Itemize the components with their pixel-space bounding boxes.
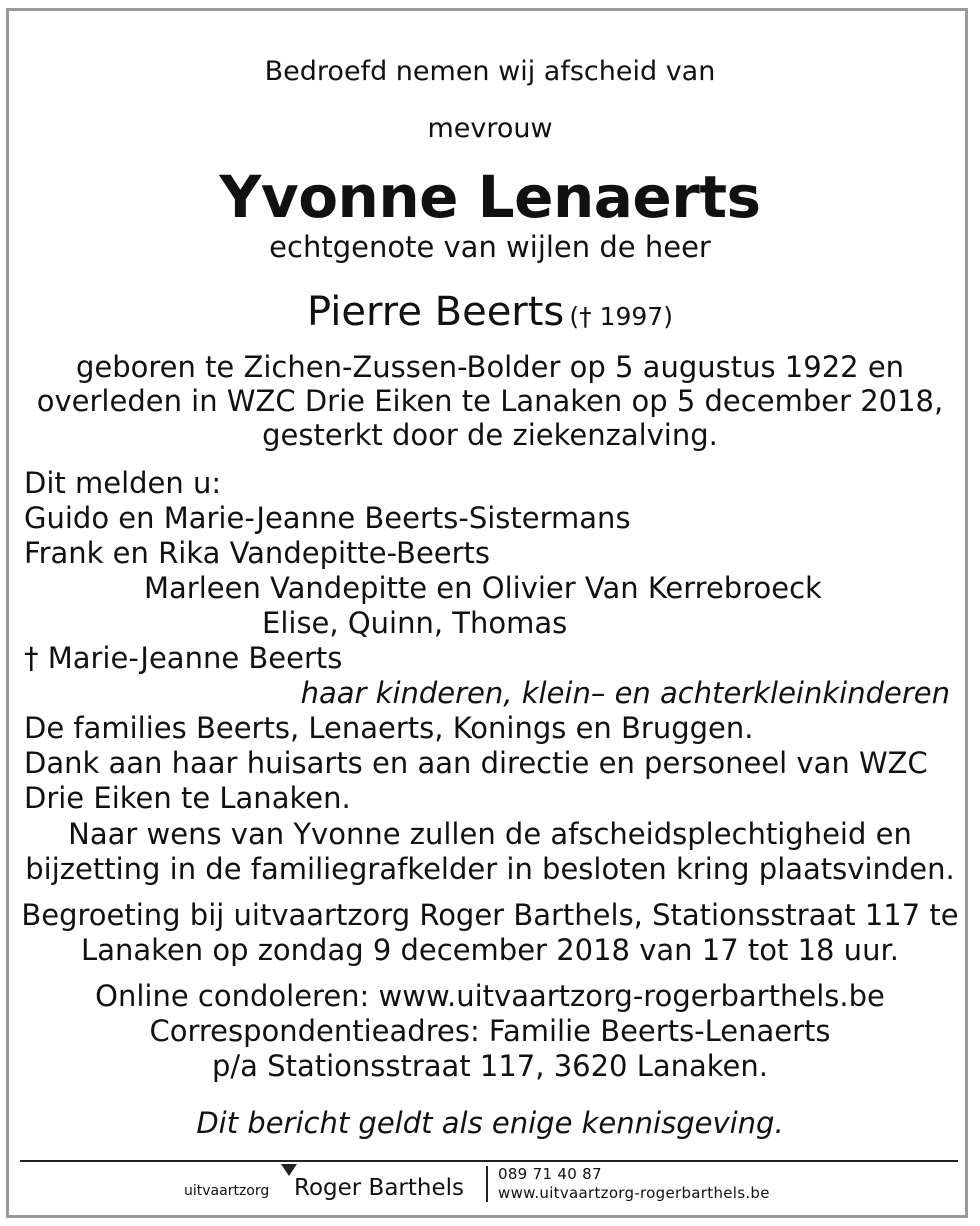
sacrament-line: gesterkt door de ziekenzalving. (262, 418, 718, 452)
husband-name: Pierre Beerts (307, 289, 565, 335)
condolence-line: Online condoleren: www.uitvaartzorg-rogerbarthels.be (95, 979, 885, 1013)
greeting-line-2: Lanaken op zondag 9 december 2018 van 17 tot 18 uur. (81, 933, 899, 967)
salutation: mevrouw (427, 113, 553, 144)
birth-line: geboren te Zichen-Zussen-Bolder op 5 augustus 1922 en (75, 350, 905, 384)
announcers-heading: Dit melden u: (24, 466, 222, 500)
death-line: overleden in WZC Drie Eiken te Lanaken op 5 december 2018, (36, 384, 944, 418)
wish-line-1: Naar wens van Yvonne zullen de afscheidsplechtigheid en (68, 817, 912, 851)
announcer-line-3: Marleen Vandepitte en Olivier Van Kerrebroeck (144, 571, 822, 605)
footer-phone: 089 71 40 87 (498, 1165, 602, 1183)
footer-vertical-divider (486, 1166, 488, 1202)
announcer-line-1: Guido en Marie-Jeanne Beerts-Sistermans (24, 501, 631, 535)
relation-text: echtgenote van wijlen de heer (269, 230, 711, 264)
thanks-line-2: Drie Eiken te Lanaken. (24, 781, 351, 815)
footer-prefix: uitvaartzorg (184, 1183, 270, 1199)
announcer-line-2: Frank en Rika Vandepitte-Beerts (24, 536, 491, 570)
announcer-line-4: Elise, Quinn, Thomas (262, 606, 568, 640)
address-line: p/a Stationsstraat 117, 3620 Lanaken. (212, 1049, 768, 1083)
thanks-line-1: Dank aan haar huisarts en aan directie en personeel van WZC (24, 746, 928, 780)
announcer-line-5: † Marie-Jeanne Beerts (24, 641, 343, 675)
closing-line: Dit bericht geldt als enige kennisgeving. (196, 1106, 784, 1140)
announcers-relation: haar kinderen, klein– en achterkleinkinderen (300, 676, 950, 710)
footer-divider-rule (20, 1160, 958, 1162)
families-line: De families Beerts, Lenaerts, Konings en Bruggen. (24, 711, 754, 745)
wish-line-2: bijzetting in de familiegrafkelder in besloten kring plaatsvinden. (25, 852, 955, 886)
greeting-line-1: Begroeting bij uitvaartzorg Roger Barthels, Stationsstraat 117 te (21, 898, 959, 932)
intro-text: Bedroefd nemen wij afscheid van (264, 56, 716, 87)
correspondence-line: Correspondentieadres: Familie Beerts-Lenaerts (149, 1014, 831, 1048)
husband-death-note: († 1997) (569, 302, 673, 331)
footer-company-name: Roger Barthels (294, 1175, 464, 1201)
footer-website[interactable]: www.uitvaartzorg-rogerbarthels.be (498, 1184, 770, 1202)
husband-line (10, 289, 970, 335)
deceased-name: Yvonne Lenaerts (219, 163, 761, 231)
